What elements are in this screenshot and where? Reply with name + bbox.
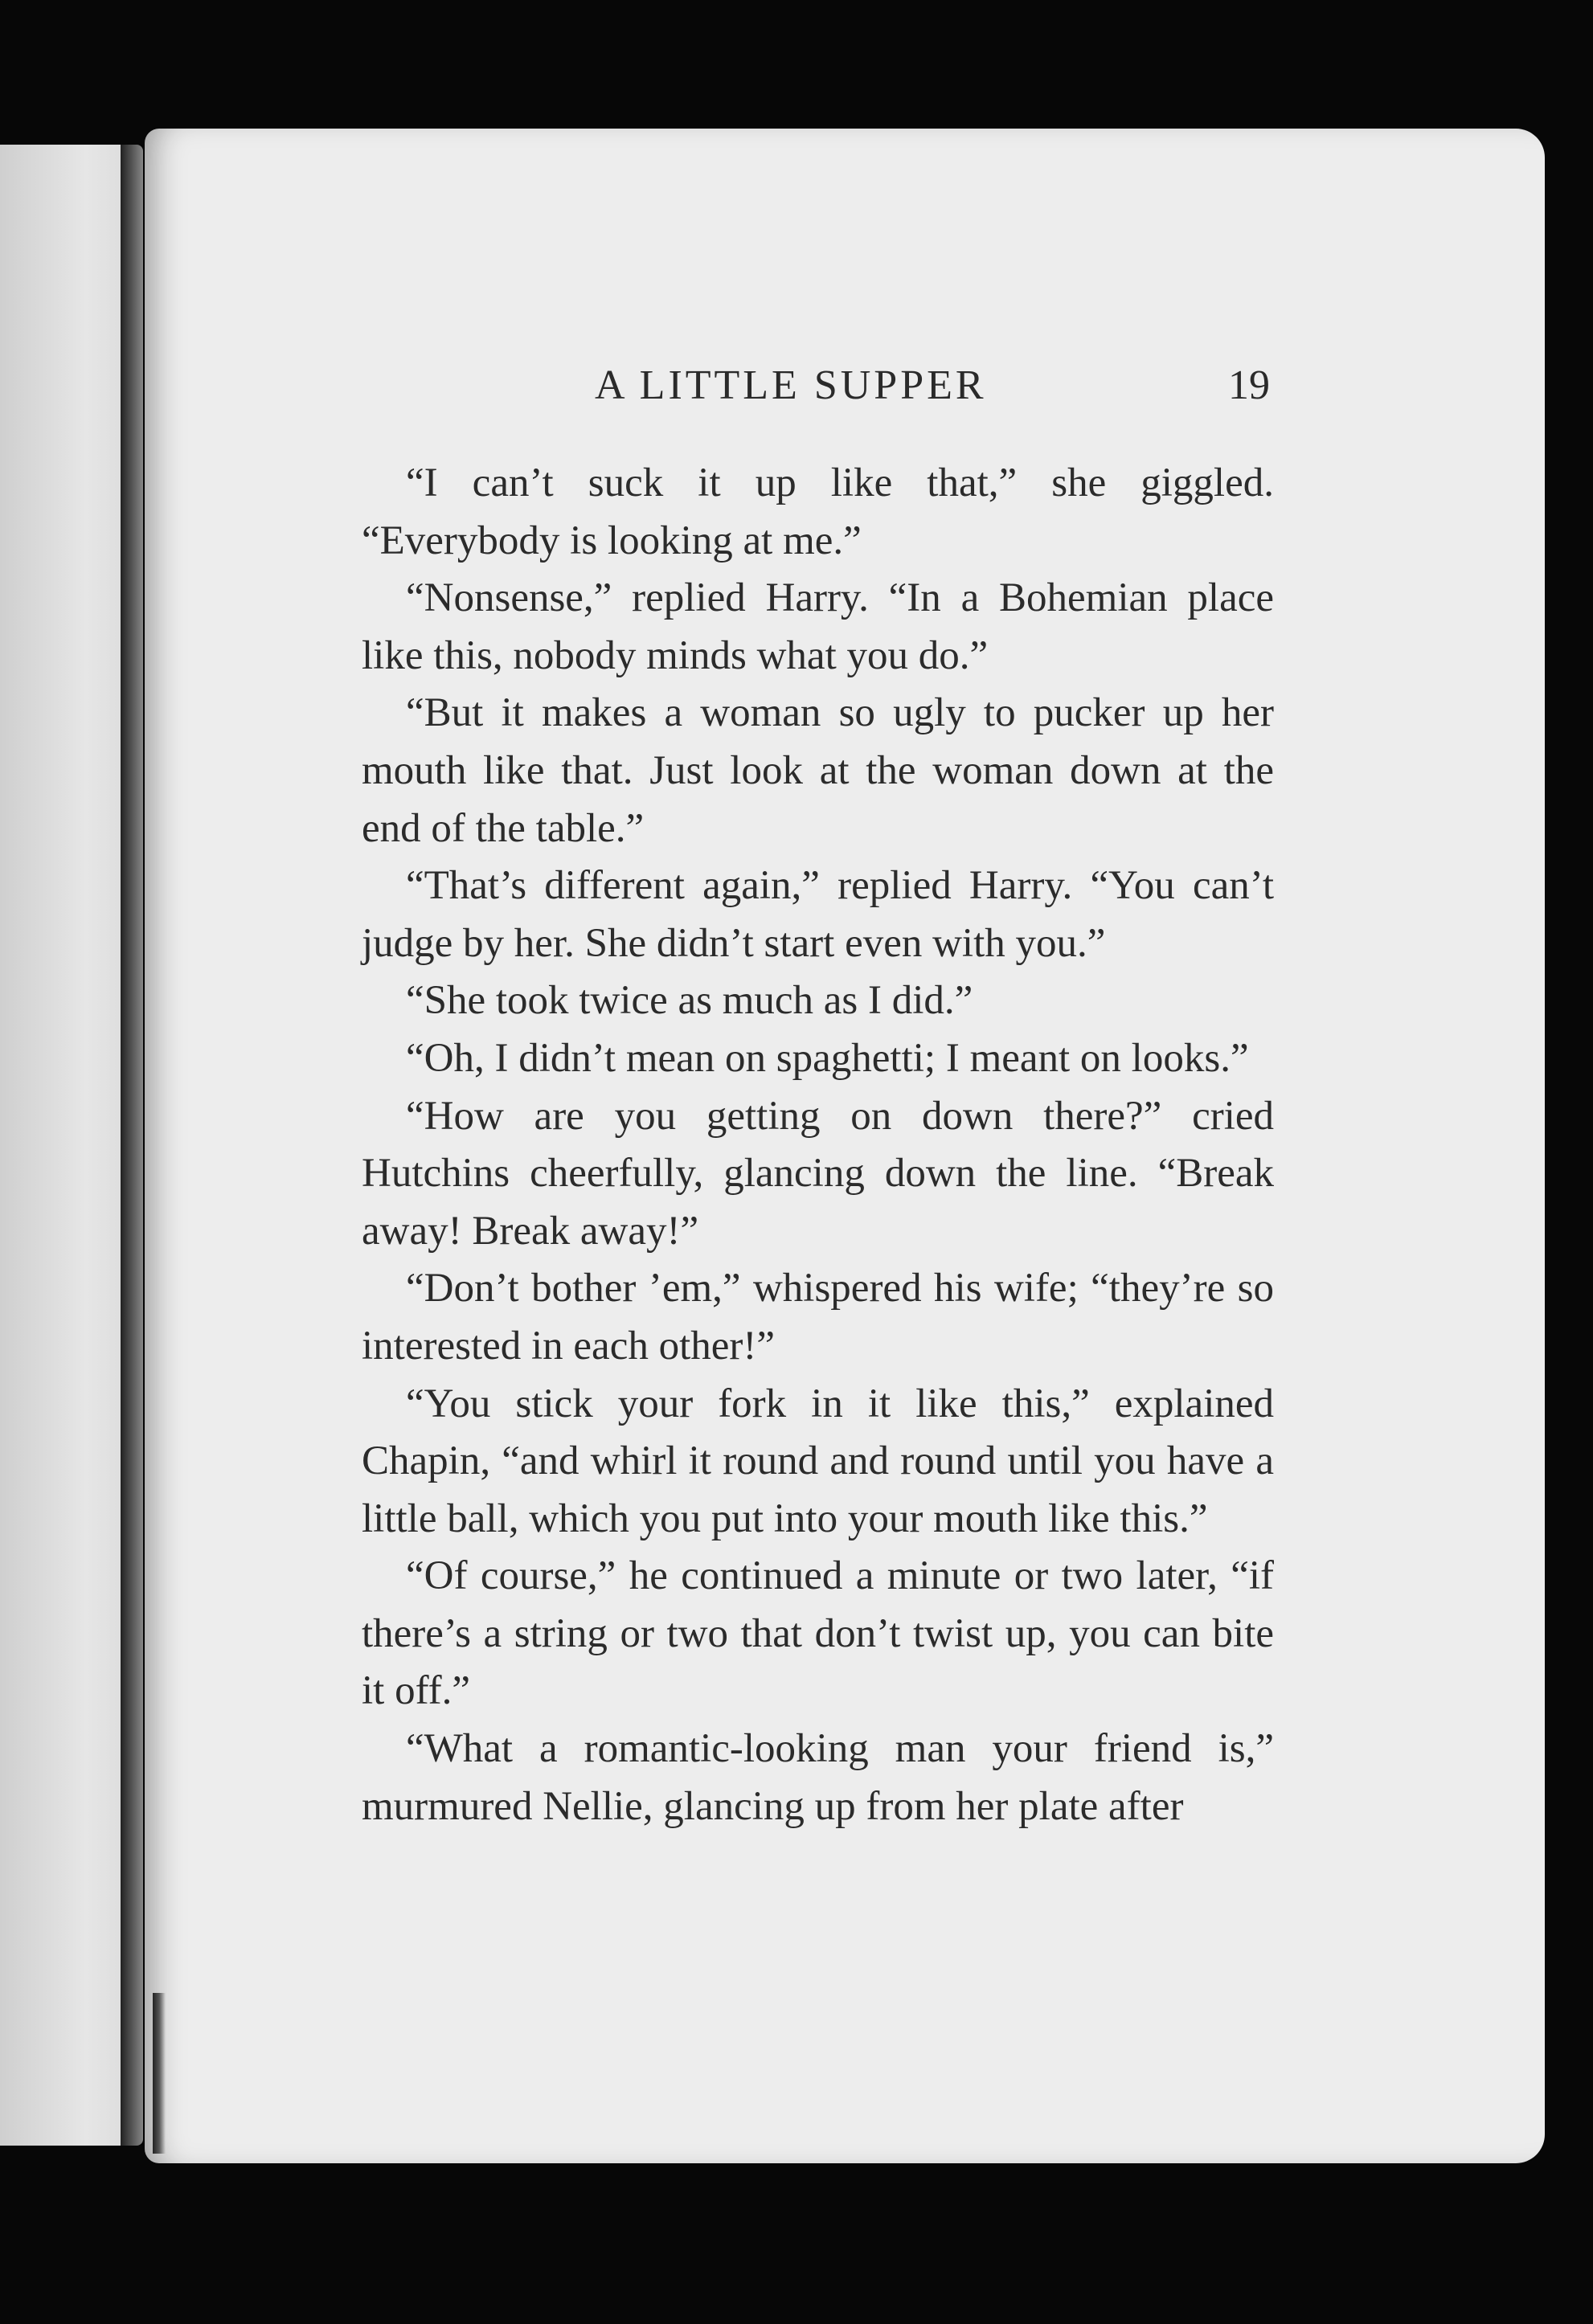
running-title: A LITTLE SUPPER <box>595 362 987 408</box>
paragraph: “She took twice as much as I did.” <box>406 978 973 1024</box>
paragraph: “Of course,” he continued a minute or two later, “if there’s a string or two that don’t twist up, you can bite it off.” <box>362 1553 1274 1714</box>
paragraph: “But it makes a woman so ugly to pucker up her mouth like that. Just look at the woman down at the end of the table.” <box>362 690 1274 851</box>
page-number: 19 <box>1228 362 1270 408</box>
paragraph: “Nonsense,” replied Harry. “In a Bohemian place like this, nobody minds what you do.” <box>362 575 1274 678</box>
paragraph: “How are you getting on down there?” cried Hutchins cheerfully, glancing down the line. “Break away! Break away!” <box>362 1093 1274 1254</box>
paragraph: “That’s different again,” replied Harry. “You can’t judge by her. She didn’t start even with you.” <box>362 863 1274 966</box>
paragraph: “You stick your fork in it like this,” explained Chapin, “and whirl it round and round until you have a little ball, which you put into your mouth like this.” <box>362 1381 1274 1541</box>
paragraph: “Don’t bother ’em,” whispered his wife; “they’re so interested in each other!” <box>362 1266 1274 1369</box>
paragraph: “Oh, I didn’t mean on spaghetti; I meant on looks.” <box>406 1035 1249 1081</box>
body-text <box>362 455 1274 1835</box>
paragraph: “What a romantic-looking man your friend is,” murmured Nellie, glancing up from her plate after <box>362 1726 1274 1829</box>
page-gutter-shadow <box>153 1993 166 2154</box>
paragraph: “I can’t suck it up like that,” she giggled. “Everybody is looking at me.” <box>362 460 1274 563</box>
